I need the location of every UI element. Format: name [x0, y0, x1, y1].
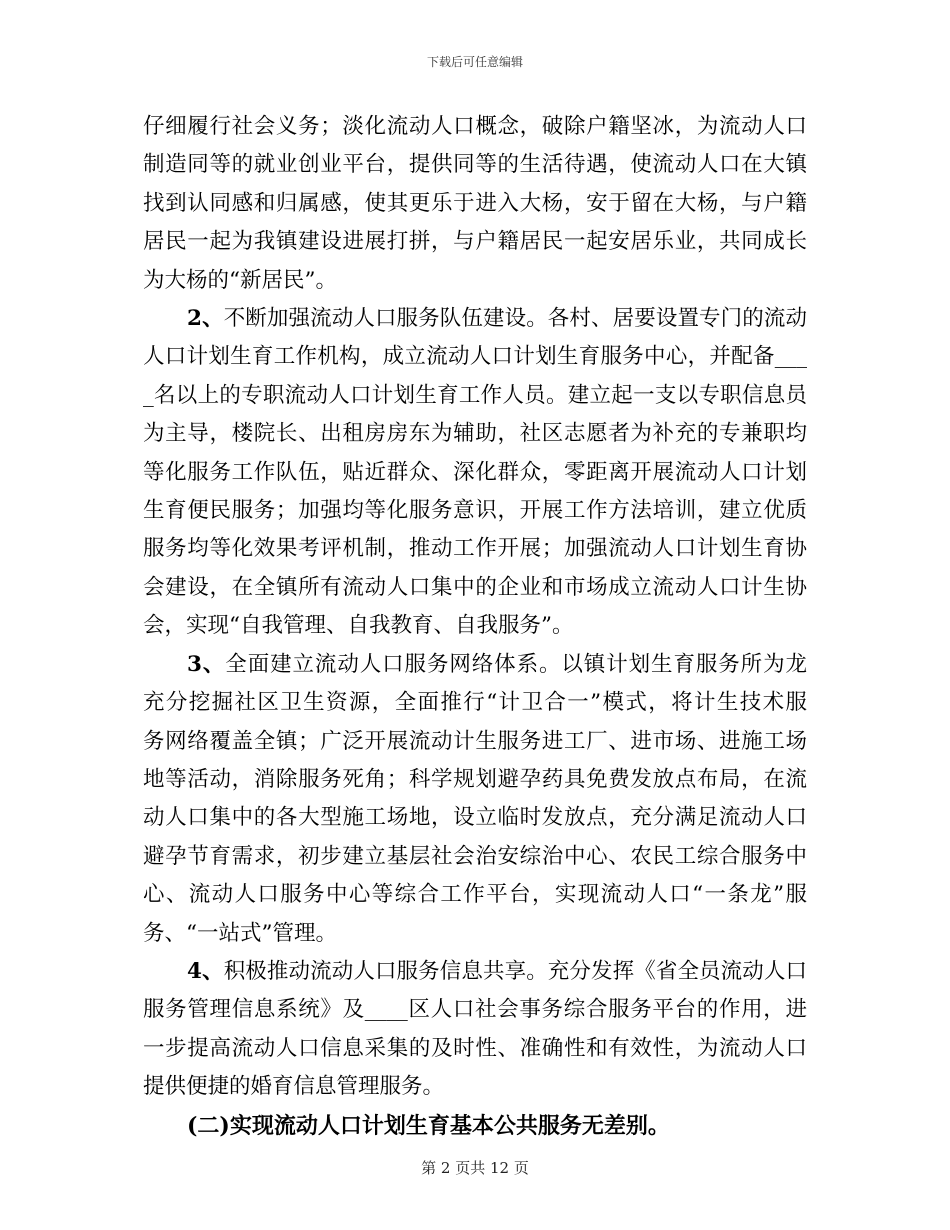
paragraph [143, 646, 807, 953]
section-heading: (二)实现流动人口计划生育基本公共服务无差别。 [187, 1112, 670, 1139]
text-line: 服务均等化效果考评机制，推动工作开展；加强流动人口计划生育协 [143, 536, 807, 562]
text-line [143, 953, 807, 991]
text-line: 服务管理信息系统》及____区人口社会事务综合服务平台的作用，进 [143, 997, 807, 1023]
text-line: 会建设，在全镇所有流动人口集中的企业和市场成立流动人口计生协 [143, 574, 807, 600]
text-line: 充分挖掘社区卫生资源，全面推行“计卫合一”模式，将计生技术服 [143, 690, 807, 716]
text-line-content: 积极推动流动人口服务信息共享。充分发挥《省全员流动人口 [223, 958, 807, 984]
item-number: 2、 [187, 306, 224, 332]
text-line [143, 646, 807, 684]
text-line: 居民一起为我镇建设进展打拼，与户籍居民一起安居乐业，共同成长 [143, 229, 807, 255]
text-line: 生育便民服务；加强均等化服务意识，开展工作方法培训，建立优质 [143, 498, 807, 524]
text-line: 制造同等的就业创业平台，提供同等的生活待遇，使流动人口在大镇 [143, 152, 807, 178]
paragraph [143, 953, 807, 1107]
text-line: 仔细履行社会义务；淡化流动人口概念，破除户籍坚冰，为流动人口 [143, 114, 807, 139]
text-line: 等化服务工作队伍，贴近群众、深化群众，零距离开展流动人口计划 [143, 459, 807, 485]
text-line: 地等活动，消除服务死角；科学规划避孕药具免费发放点布局，在流 [143, 766, 807, 792]
text-line-content: 不断加强流动人口服务队伍建设。各村、居要设置专门的流动 [223, 306, 807, 332]
text-line: 避孕节育需求，初步建立基层社会治安综治中心、农民工综合服务中 [143, 843, 807, 869]
body-text [143, 108, 807, 1145]
text-line: 为大杨的“新居民”。 [143, 267, 337, 293]
text-line: 务网络覆盖全镇；广泛开展流动计生服务进工厂、进市场、进施工场 [143, 728, 807, 754]
item-number: 4、 [187, 958, 224, 984]
text-line: 提供便捷的婚育信息管理服务。 [143, 1074, 445, 1100]
text-line [143, 300, 807, 338]
text-line: 会，实现“自我管理、自我教育、自我服务”。 [143, 613, 574, 639]
paragraph [143, 300, 807, 646]
paragraph [143, 108, 807, 300]
item-number: 3、 [187, 651, 226, 677]
text-line: 为主导，楼院长、出租房房东为辅助，社区志愿者为补充的专兼职均 [143, 421, 807, 447]
page-footer: 第 2 页共 12 页 [421, 1159, 529, 1177]
header-note: 下载后可任意编辑 [426, 55, 523, 69]
text-line-content: 全面建立流动人口服务网络体系。以镇计划生育服务所为龙 [225, 651, 807, 677]
text-line: 动人口集中的各大型施工场地，设立临时发放点，充分满足流动人口 [143, 805, 807, 831]
text-line: 心、流动人口服务中心等综合工作平台，实现流动人口“一条龙”服 [143, 882, 807, 908]
text-line: 找到认同感和归属感，使其更乐于进入大杨，安于留在大杨，与户籍 [143, 190, 807, 216]
text-line: 一步提高流动人口信息采集的及时性、准确性和有效性，为流动人口 [143, 1035, 807, 1061]
text-line: 务、“一站式”管理。 [143, 920, 337, 946]
text-line: 人口计划生育工作机构，成立流动人口计划生育服务中心，并配备___ [143, 344, 807, 370]
text-line: _名以上的专职流动人口计划生育工作人员。建立起一支以专职信息员 [143, 382, 807, 408]
